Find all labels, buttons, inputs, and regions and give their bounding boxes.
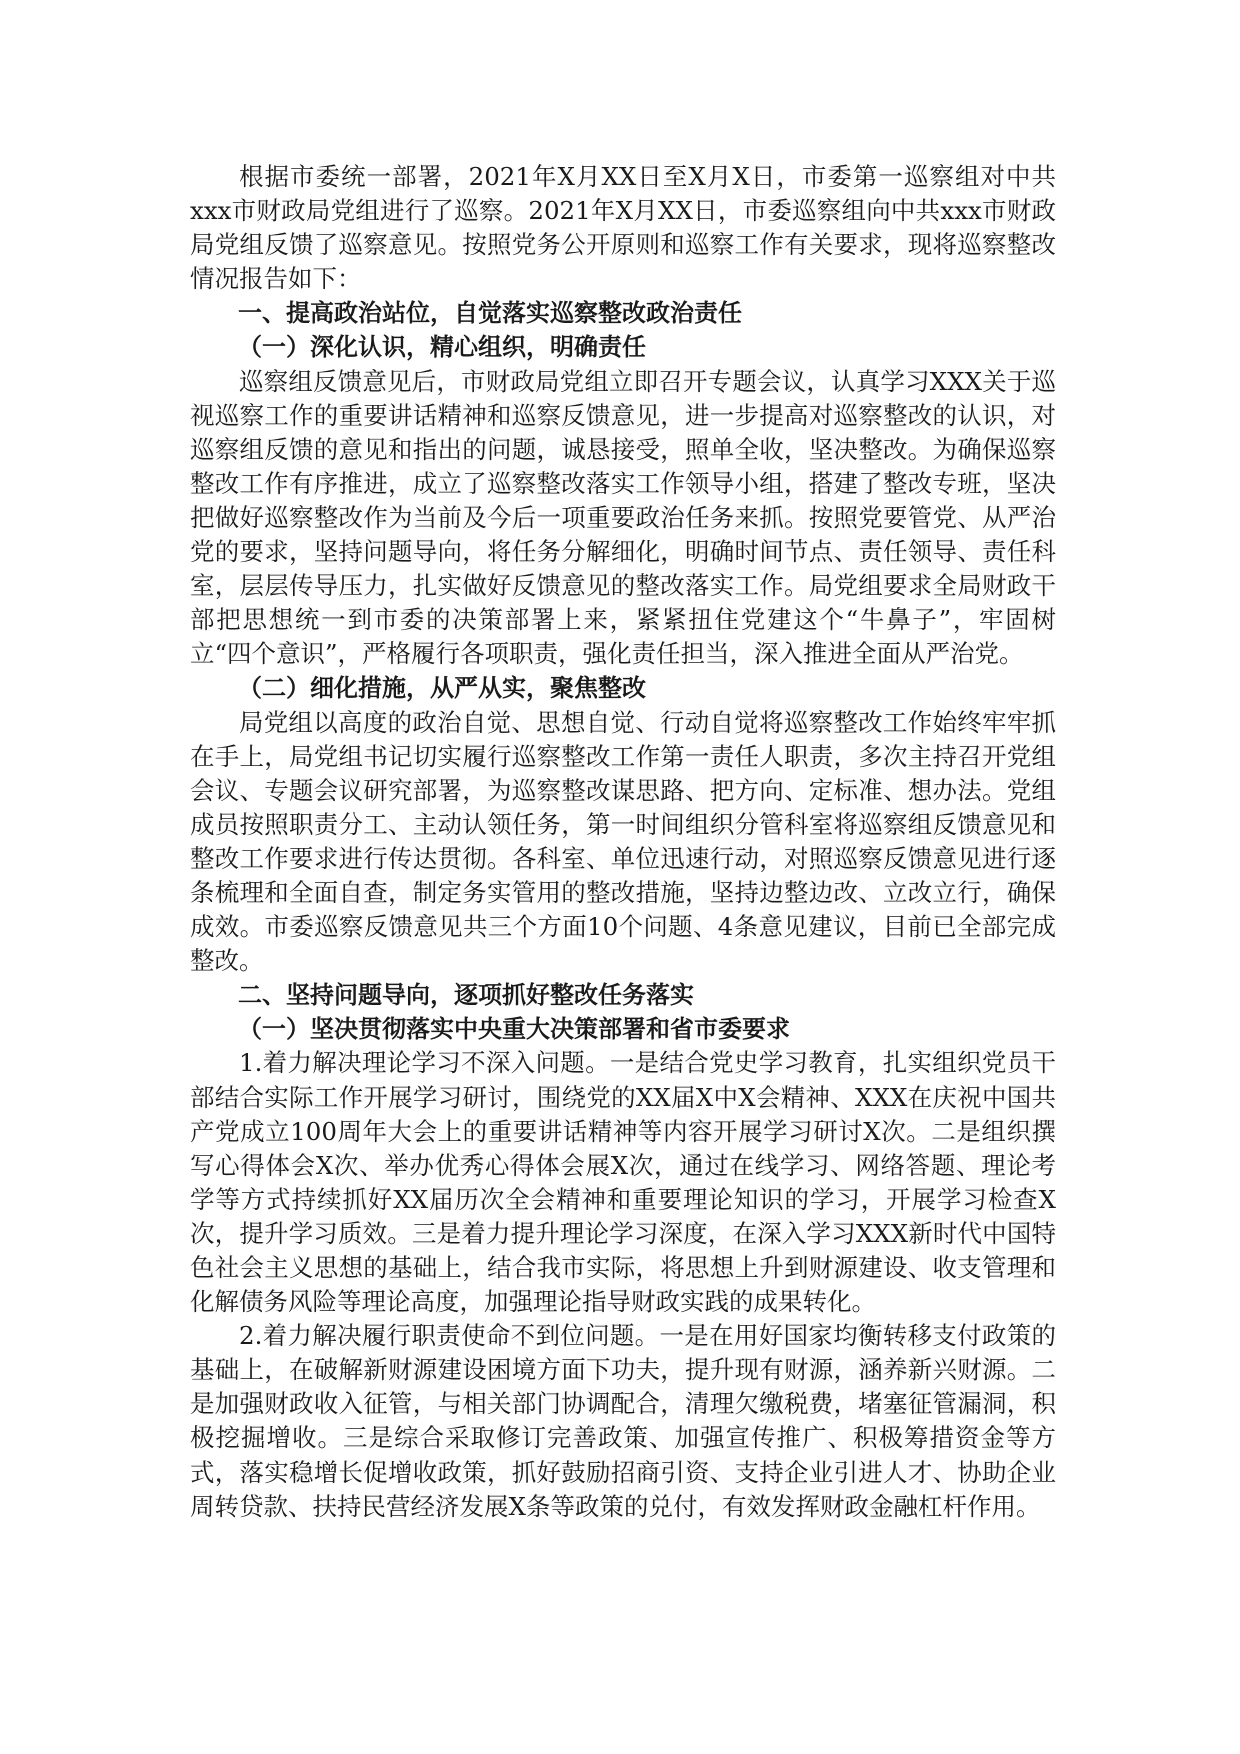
body-paragraph: 1.着力解决理论学习不深入问题。一是结合党史学习教育，扎实组织党员干部结合实际工作开展学习研讨，围绕党的XX届X中X会精神、XXX在庆祝中国共产党成立100周年大会上的重要讲话精神等内容开展学习研讨X次。二是组织撰写心得体会X次、举办优秀心得体会展X次，通过在线学习、网络答题、理论考学等方式持续抓好XX届历次全会精神和重要理论知识的学习，开展学习检查X次，提升学习质效。三是着力提升理论学习深度，在深入学习XXX新时代中国特色社会主义思想的基础上，结合我市实际，将思想上升到财源建设、收支管理和化解债务风险等理论高度，加强理论指导财政实践的成果转化。 [190,1048,1056,1317]
section-heading-1: 一、提高政治站位，自觉落实巡察整改政治责任 [238,299,742,328]
subsection-heading-1-1: （一）深化认识，精心组织，明确责任 [238,333,646,362]
subsection-heading-1-2: （二）细化措施，从严从实，聚焦整改 [238,674,646,703]
body-paragraph: 局党组以高度的政治自觉、思想自觉、行动自觉将巡察整改工作始终牢牢抓在手上，局党组书记切实履行巡察整改工作第一责任人职责，多次主持召开党组会议、专题会议研究部署，为巡察整改谋思路、把方向、定标准、想办法。党组成员按照职责分工、主动认领任务，第一时间组织分管科室将巡察组反馈意见和整改工作要求进行传达贯彻。各科室、单位迅速行动，对照巡察反馈意见进行逐条梳理和全面自查，制定务实管用的整改措施，坚持边整边改、立改立行，确保成效。市委巡察反馈意见共三个方面10个问题、4条意见建议，目前已全部完成整改。 [190,707,1056,976]
section-heading-2: 二、坚持问题导向，逐项抓好整改任务落实 [238,981,694,1010]
subsection-heading-2-1: （一）坚决贯彻落实中央重大决策部署和省市委要求 [238,1015,790,1044]
body-paragraph: 2.着力解决履行职责使命不到位问题。一是在用好国家均衡转移支付政策的基础上，在破解新财源建设困境方面下功夫，提升现有财源，涵养新兴财源。二是加强财政收入征管，与相关部门协调配合，清理欠缴税费，堵塞征管漏洞，积极挖掘增收。三是综合采取修订完善政策、加强宣传推广、积极筹措资金等方式，落实稳增长促增收政策，抓好鼓励招商引资、支持企业引进人才、协助企业周转贷款、扶持民营经济发展X条等政策的兑付，有效发挥财政金融杠杆作用。 [190,1321,1056,1521]
document-page [190,160,1056,1524]
intro-paragraph: 根据市委统一部署，2021年X月XX日至X月X日，市委第一巡察组对中共xxx市财政局党组进行了巡察。2021年X月XX日，市委巡察组向中共xxx市财政局党组反馈了巡察意见。按照党务公开原则和巡察工作有关要求，现将巡察整改情况报告如下： [190,162,1056,294]
body-paragraph: 巡察组反馈意见后，市财政局党组立即召开专题会议，认真学习XXX关于巡视巡察工作的重要讲话精神和巡察反馈意见，进一步提高对巡察整改的认识，对巡察组反馈的意见和指出的问题，诚恳接受，照单全收，坚决整改。为确保巡察整改工作有序推进，成立了巡察整改落实工作领导小组，搭建了整改专班，坚决把做好巡察整改作为当前及今后一项重要政治任务来抓。按照党要管党、从严治党的要求，坚持问题导向，将任务分解细化，明确时间节点、责任领导、责任科室，层层传导压力，扎实做好反馈意见的整改落实工作。局党组要求全局财政干部把思想统一到市委的决策部署上来，紧紧扭住党建这个“牛鼻子”，牢固树立“四个意识”，严格履行各项职责，强化责任担当，深入推进全面从严治党。 [190,366,1056,669]
